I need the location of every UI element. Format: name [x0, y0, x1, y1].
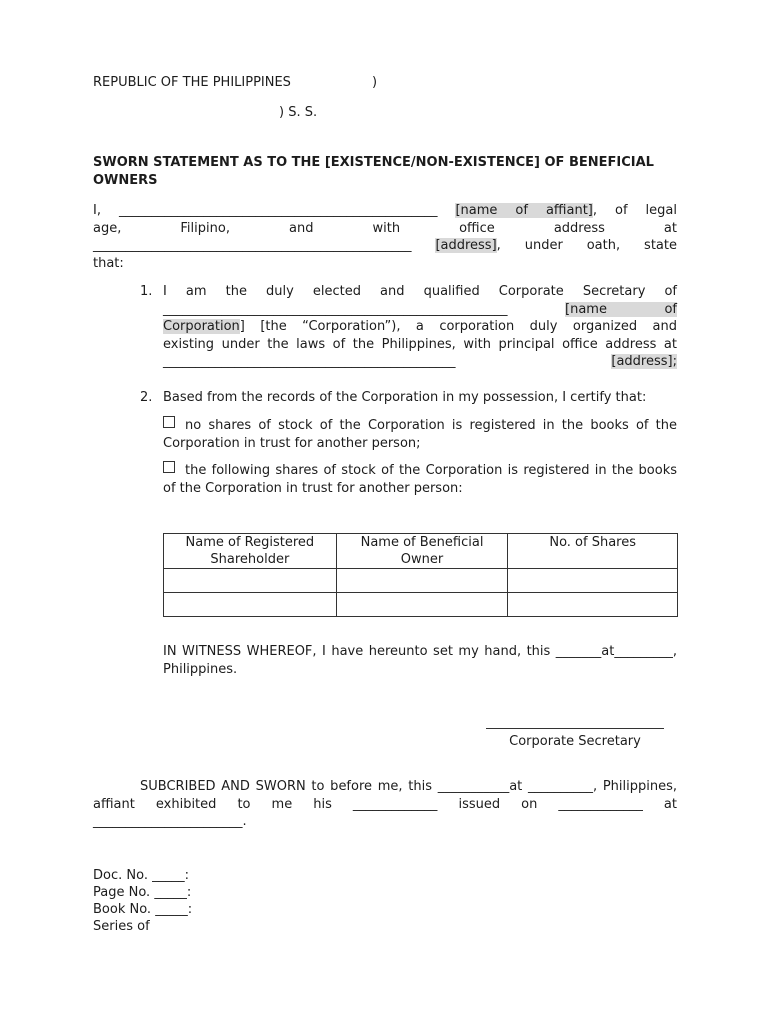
header-beneficial-owner: Name of Beneficial Owner	[336, 534, 508, 569]
venue-paren: )	[372, 75, 378, 90]
option-1-line-2: Corporation in trust for another person;	[163, 435, 421, 451]
corporation-placeholder-end: Corporation	[163, 319, 240, 334]
table-row	[164, 569, 678, 593]
intro-address-blank: _________________________________________________	[93, 238, 412, 253]
corporation-name-placeholder: [name of	[565, 301, 677, 317]
item-1-line-5	[163, 353, 677, 371]
item-1-line-2	[163, 301, 677, 319]
item-1-text	[163, 283, 677, 371]
title-line-2: OWNERS	[93, 172, 158, 188]
affiant-name-placeholder: [name of affiant]	[455, 203, 593, 218]
option-2-text: the following shares of stock of the Corporation is registered in the books	[185, 463, 677, 478]
address-placeholder: [address]	[435, 238, 497, 253]
jurat-line-2: affiant exhibited to me his _____________ issued on _____________ at	[93, 796, 677, 812]
intro-paragraph	[93, 202, 677, 272]
table-cell[interactable]	[336, 569, 508, 593]
intro-line-1	[93, 202, 677, 220]
option-2-line-2: of the Corporation in trust for another person:	[163, 480, 463, 496]
table-cell[interactable]	[336, 593, 508, 617]
book-no: Book No. _____:	[93, 902, 193, 917]
venue-ss: ) S. S.	[279, 105, 318, 120]
table-cell[interactable]	[164, 593, 337, 617]
intro-name-blank: I, _________________________________________________	[93, 203, 438, 218]
item-2-number: 2.	[140, 390, 153, 405]
jurat-line-1: SUBCRIBED AND SWORN to before me, this ___________at __________, Philippines,	[140, 779, 677, 794]
header-no-of-shares: No. of Shares	[508, 534, 678, 569]
signature-label: Corporate Secretary	[509, 734, 641, 749]
no-shares-checkbox[interactable]	[163, 416, 175, 428]
venue-republic: REPUBLIC OF THE PHILIPPINES	[93, 75, 291, 90]
intro-line-3	[93, 237, 677, 255]
option-no-shares	[163, 416, 677, 452]
beneficial-owners-table	[163, 533, 678, 617]
item-1-number: 1.	[140, 284, 153, 299]
item-1-line-4: existing under the laws of the Philippines, with principal office address at	[163, 336, 677, 352]
notarial-register	[93, 867, 192, 935]
intro-line-1-end: , of legal	[592, 203, 677, 218]
header-registered-shareholder: Name of Registered Shareholder	[164, 534, 337, 569]
item-1-line-3	[163, 318, 677, 336]
witness-line-2: Philippines.	[163, 661, 238, 677]
item-2-text: Based from the records of the Corporation in my possession, I certify that:	[163, 390, 647, 405]
option-following-shares	[163, 461, 677, 497]
table-row	[164, 593, 678, 617]
witness-line-1: IN WITNESS WHEREOF, I have hereunto set my hand, this _______at_________,	[163, 644, 677, 659]
principal-address-placeholder: [address];	[611, 354, 677, 369]
option-2-line-1	[163, 461, 677, 480]
title-line-1: SWORN STATEMENT AS TO THE [EXISTENCE/NON-EXISTENCE] OF BENEFICIAL	[93, 155, 654, 170]
page-no: Page No. _____:	[93, 885, 192, 900]
corporation-name-blank: _____________________________________________________	[163, 301, 508, 317]
intro-line-2: age, Filipino, and with office address at	[93, 220, 677, 236]
principal-address-blank: _____________________________________________	[163, 354, 456, 369]
option-1-line-1	[163, 416, 677, 435]
table-header-row	[164, 534, 678, 569]
intro-line-4: that:	[93, 255, 124, 271]
jurat-line-3: _______________________.	[93, 814, 247, 829]
doc-no: Doc. No. _____:	[93, 868, 189, 883]
document-title	[93, 154, 693, 189]
jurat-paragraph	[93, 778, 677, 831]
item-1-line-1: I am the duly elected and qualified Corporate Secretary of	[163, 284, 677, 299]
table-cell[interactable]	[508, 569, 678, 593]
following-shares-checkbox[interactable]	[163, 461, 175, 473]
witness-paragraph	[163, 643, 677, 678]
intro-line-3-end: , under oath, state	[496, 238, 677, 253]
series-of: Series of	[93, 919, 150, 934]
signature-line	[486, 728, 664, 729]
item-1-line-3-rest: ] [the “Corporation”), a corporation duly organized and	[239, 319, 677, 334]
table-cell[interactable]	[164, 569, 337, 593]
table-cell[interactable]	[508, 593, 678, 617]
option-1-text: no shares of stock of the Corporation is registered in the books of the	[185, 418, 677, 433]
